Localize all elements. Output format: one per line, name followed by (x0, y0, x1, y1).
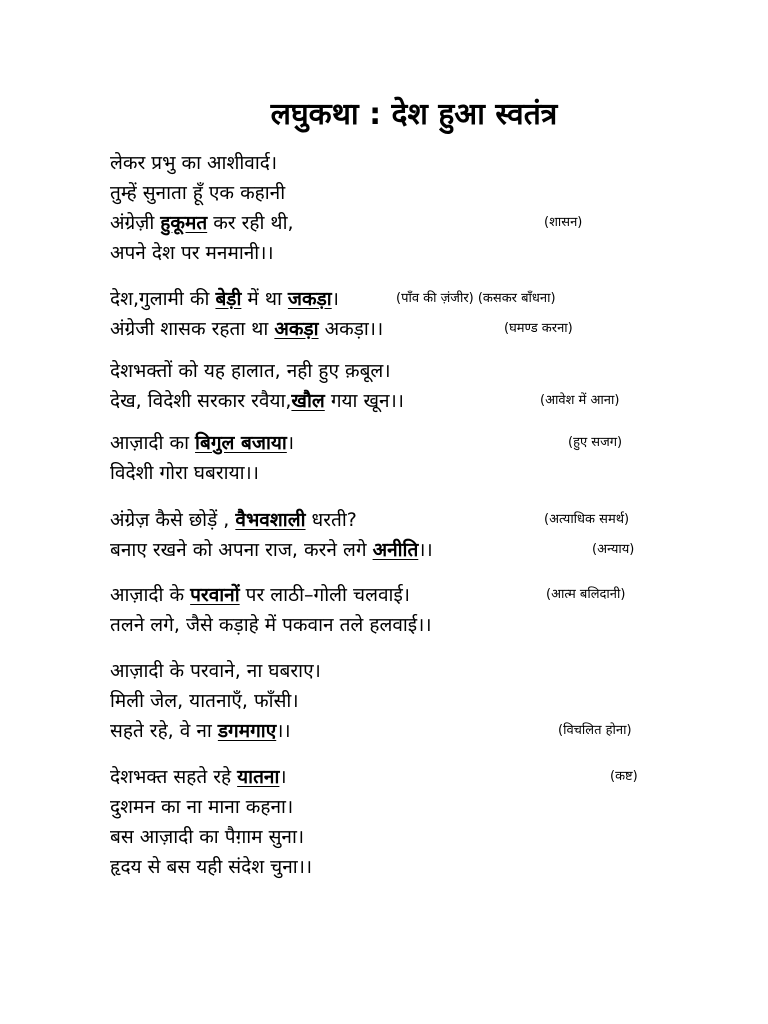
verse-text: देख, विदेशी सरकार रवैया, (110, 390, 292, 412)
meaning-note: (अन्याय) (592, 542, 635, 557)
verse-line (110, 792, 670, 822)
meaning-note: (अत्याधिक समर्थ) (544, 512, 630, 527)
verse-text: आज़ादी के (110, 584, 191, 606)
verse-line (110, 610, 670, 640)
verse-text: पर लाठी–गोली चलवाई। (239, 584, 410, 606)
verse-line (110, 822, 670, 852)
keyword: अकड़ा (274, 318, 319, 340)
keyword: जकड़ा (287, 288, 332, 310)
verse-line (110, 686, 670, 716)
verse-line (110, 580, 670, 610)
verse-line (110, 716, 670, 746)
verse-text: धरती? (305, 509, 357, 531)
verse-line (110, 314, 670, 344)
verse-text: कर रही थी, (207, 212, 294, 234)
stanza-1 (110, 148, 670, 268)
keyword: बेड़ी (215, 288, 242, 310)
stanza-6 (110, 580, 670, 640)
keyword: यातना (237, 766, 280, 788)
verse-line (110, 284, 670, 314)
meaning-note: (कष्ट) (610, 769, 638, 784)
keyword: अनीति (372, 539, 419, 561)
stanza-8 (110, 762, 670, 882)
verse-text: । (331, 288, 339, 310)
verse-text: तलने लगे, जैसे कड़ाहे में पकवान तले हलवाई।। (110, 614, 432, 636)
meaning-note: (हुए सजग) (568, 435, 623, 450)
page-title: लघुकथा : देश हुआ स्वतंत्र (270, 97, 558, 132)
meaning-note: (आत्म बलिदानी) (546, 587, 626, 602)
meaning-note: (आवेश में आना) (540, 393, 620, 408)
keyword: परवानों (190, 584, 240, 606)
verse-text: देशभक्त सहते रहे (110, 766, 238, 788)
verse-text: ।। (276, 720, 291, 742)
verse-text: बनाए रखने को अपना राज, करने लगे (110, 539, 373, 561)
verse-line (110, 208, 670, 238)
meaning-note: (पाँव की ज़ंजीर) (कसकर बाँधना) (396, 291, 556, 306)
verse-text: देशभक्तों को यह हालात, नही हुए क़बूल। (110, 360, 391, 382)
meaning-note: (शासन) (544, 215, 583, 230)
verse-line (110, 535, 670, 565)
verse-text: दुशमन का ना माना कहना। (110, 796, 294, 818)
verse-text: अंग्रेजी शासक रहता था (110, 318, 275, 340)
keyword: वैभवशाली (235, 509, 306, 531)
verse-text: आज़ादी का (110, 432, 196, 454)
stanza-3 (110, 356, 670, 416)
keyword: बिगुल बजाया (195, 432, 287, 454)
verse-text: आज़ादी के परवाने, ना घबराए। (110, 660, 321, 682)
verse-text: बस आज़ादी का पैग़ाम सुना। (110, 826, 305, 848)
verse-text: देश,गुलामी की (110, 288, 216, 310)
verse-text: गया खून।। (324, 390, 404, 412)
verse-line (110, 386, 670, 416)
keyword: हुकूमत (160, 212, 208, 234)
verse-text: में था (241, 288, 288, 310)
verse-line (110, 148, 670, 178)
verse-line (110, 505, 670, 535)
verse-line (110, 458, 670, 488)
verse-line (110, 238, 670, 268)
verse-text: अंग्रेज़ी (110, 212, 161, 234)
verse-text: हृदय से बस यही संदेश चुना।। (110, 856, 313, 878)
verse-text: अकड़ा।। (318, 318, 384, 340)
stanza-7 (110, 656, 670, 746)
stanza-2 (110, 284, 670, 344)
verse-text: विदेशी गोरा घबराया।। (110, 462, 259, 484)
verse-line (110, 656, 670, 686)
meaning-note: (घमण्ड करना) (504, 321, 573, 336)
verse-text: मिली जेल, यातनाएँ, फाँसी। (110, 690, 299, 712)
verse-text: अपने देश पर मनमानी।। (110, 242, 274, 264)
verse-line (110, 356, 670, 386)
verse-line (110, 178, 670, 208)
verse-text: ।। (418, 539, 433, 561)
verse-line (110, 762, 670, 792)
keyword: खौल (291, 390, 325, 412)
verse-text: लेकर प्रभु का आशीवार्द। (110, 152, 278, 174)
stanza-5 (110, 505, 670, 565)
verse-text: तुम्हें सुनाता हूँ एक कहानी (110, 182, 286, 204)
verse-text: सहते रहे, वे ना (110, 720, 218, 742)
verse-text: । (286, 432, 295, 454)
stanza-4 (110, 428, 670, 488)
keyword: डगमगाए (217, 720, 277, 742)
verse-text: अंग्रेज़ कैसे छोड़ें , (110, 509, 236, 531)
verse-line (110, 428, 670, 458)
meaning-note: (विचलित होना) (558, 723, 632, 738)
verse-text: । (279, 766, 287, 788)
verse-line (110, 852, 670, 882)
